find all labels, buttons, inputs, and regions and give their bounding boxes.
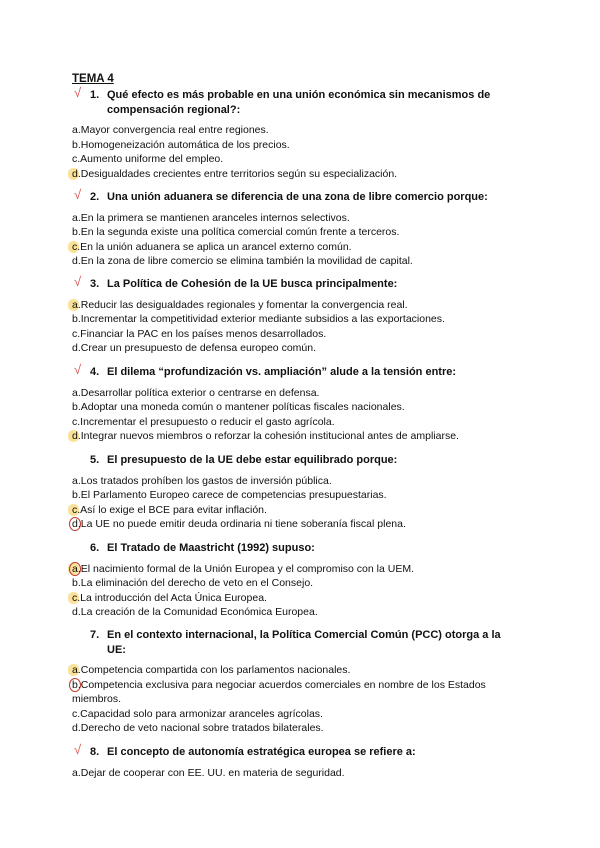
option-selected: c.En la unión aduanera se aplica un arancel externo común. (72, 240, 517, 255)
option: a.Los tratados prohíben los gastos de inversión pública. (72, 474, 332, 487)
question-heading (72, 187, 517, 205)
option: b.Adoptar una moneda común o mantener políticas fiscales nacionales. (72, 401, 405, 414)
question-heading (72, 541, 517, 556)
option: b.En la segunda existe una política comercial común frente a terceros. (72, 226, 400, 239)
option: c.Capacidad solo para armonizar aranceles agrícolas. (72, 707, 323, 720)
option: c.Aumento uniforme del empleo. (72, 153, 224, 166)
option-highlighted: a.Competencia compartida con los parlamentos nacionales. (72, 663, 517, 678)
check-mark-icon: √ (74, 187, 82, 202)
option: b.El Parlamento Europeo carece de competencias presupuestarias. (72, 489, 387, 502)
question-number: 6. (90, 542, 100, 554)
option-selected: a.Reducir las desigualdades regionales y fomentar la convergencia real. (72, 298, 517, 313)
option-selected: d.Desigualdades crecientes entre territorios según su especialización. (72, 167, 517, 182)
option: b.Incrementar la competitividad exterior mediante subsidios a las exportaciones. (72, 313, 445, 326)
option: d.En la zona de libre comercio se elimina también la movilidad de capital. (72, 255, 413, 268)
option-highlighted: c.Así lo exige el BCE para evitar inflación. (72, 503, 517, 518)
question-number: 4. (90, 366, 100, 378)
question-heading (72, 274, 517, 292)
option: a.Mayor convergencia real entre regiones. (72, 124, 269, 136)
question-text: El Tratado de Maastricht (1992) supuso: (107, 542, 315, 554)
option: a.Desarrollar política exterior o centrarse en defensa. (72, 386, 320, 399)
option: b.La eliminación del derecho de veto en el Consejo. (72, 577, 314, 590)
page-title: TEMA 4 (72, 73, 114, 85)
question-text: Una unión aduanera se diferencia de una zona de libre comercio porque: (107, 191, 488, 203)
question-heading (72, 742, 517, 760)
check-mark-icon: √ (74, 274, 82, 289)
question-text: El concepto de autonomía estratégica europea se refiere a: (107, 746, 416, 758)
question-text: El dilema “profundización vs. ampliación” alude a la tensión entre: (107, 366, 457, 378)
question-2 (72, 187, 517, 269)
question-number: 5. (90, 454, 100, 466)
question-8 (72, 742, 517, 780)
option-circled: d.La UE no puede emitir deuda ordinaria ni tiene soberanía fiscal plena. (72, 517, 517, 532)
check-mark-icon: √ (74, 362, 82, 377)
question-number: 7. (90, 629, 100, 641)
option-circled: b.Competencia exclusiva para negociar acuerdos comerciales en nombre de los Estados miembros. (72, 678, 517, 707)
option-circled: a.El nacimiento formal de la Unión Europea y el compromiso con la UEM. (72, 562, 517, 577)
question-number: 8. (90, 746, 100, 758)
question-text: Qué efecto es más probable en una unión económica sin mecanismos de compensación regional?: (107, 89, 491, 116)
question-heading (72, 453, 517, 468)
option: a.En la primera se mantienen aranceles internos selectivos. (72, 211, 350, 224)
option: b.Homogeneización automática de los precios. (72, 138, 290, 151)
question-number: 2. (90, 191, 100, 203)
option: d.Derecho de veto nacional sobre tratados bilaterales. (72, 722, 324, 735)
question-6 (72, 541, 517, 620)
question-heading (72, 85, 517, 117)
question-text: En el contexto internacional, la Política Comercial Común (PCC) otorga a la UE: (107, 629, 501, 656)
question-7 (72, 628, 517, 736)
question-5 (72, 453, 517, 532)
question-4 (72, 362, 517, 444)
question-heading (72, 362, 517, 380)
option: c.Financiar la PAC en los países menos desarrollados. (72, 327, 327, 340)
check-mark-icon: √ (74, 742, 82, 757)
question-3 (72, 274, 517, 356)
option: a.Dejar de cooperar con EE. UU. en materia de seguridad. (72, 766, 345, 779)
option: c.Incrementar el presupuesto o reducir el gasto agrícola. (72, 415, 335, 428)
question-number: 1. (90, 89, 100, 101)
option-selected: d.Integrar nuevos miembros o reforzar la cohesión institucional antes de ampliarse. (72, 429, 517, 444)
question-number: 3. (90, 278, 100, 290)
check-mark-icon: √ (74, 85, 82, 100)
option: d.La creación de la Comunidad Económica Europea. (72, 606, 318, 619)
question-text: La Política de Cohesión de la UE busca principalmente: (107, 278, 398, 290)
option: d.Crear un presupuesto de defensa europeo común. (72, 342, 316, 355)
question-heading (72, 628, 517, 657)
question-text: El presupuesto de la UE debe estar equilibrado porque: (107, 454, 398, 466)
question-1 (72, 85, 517, 181)
option-highlighted: c.La introducción del Acta Única Europea. (72, 591, 517, 606)
